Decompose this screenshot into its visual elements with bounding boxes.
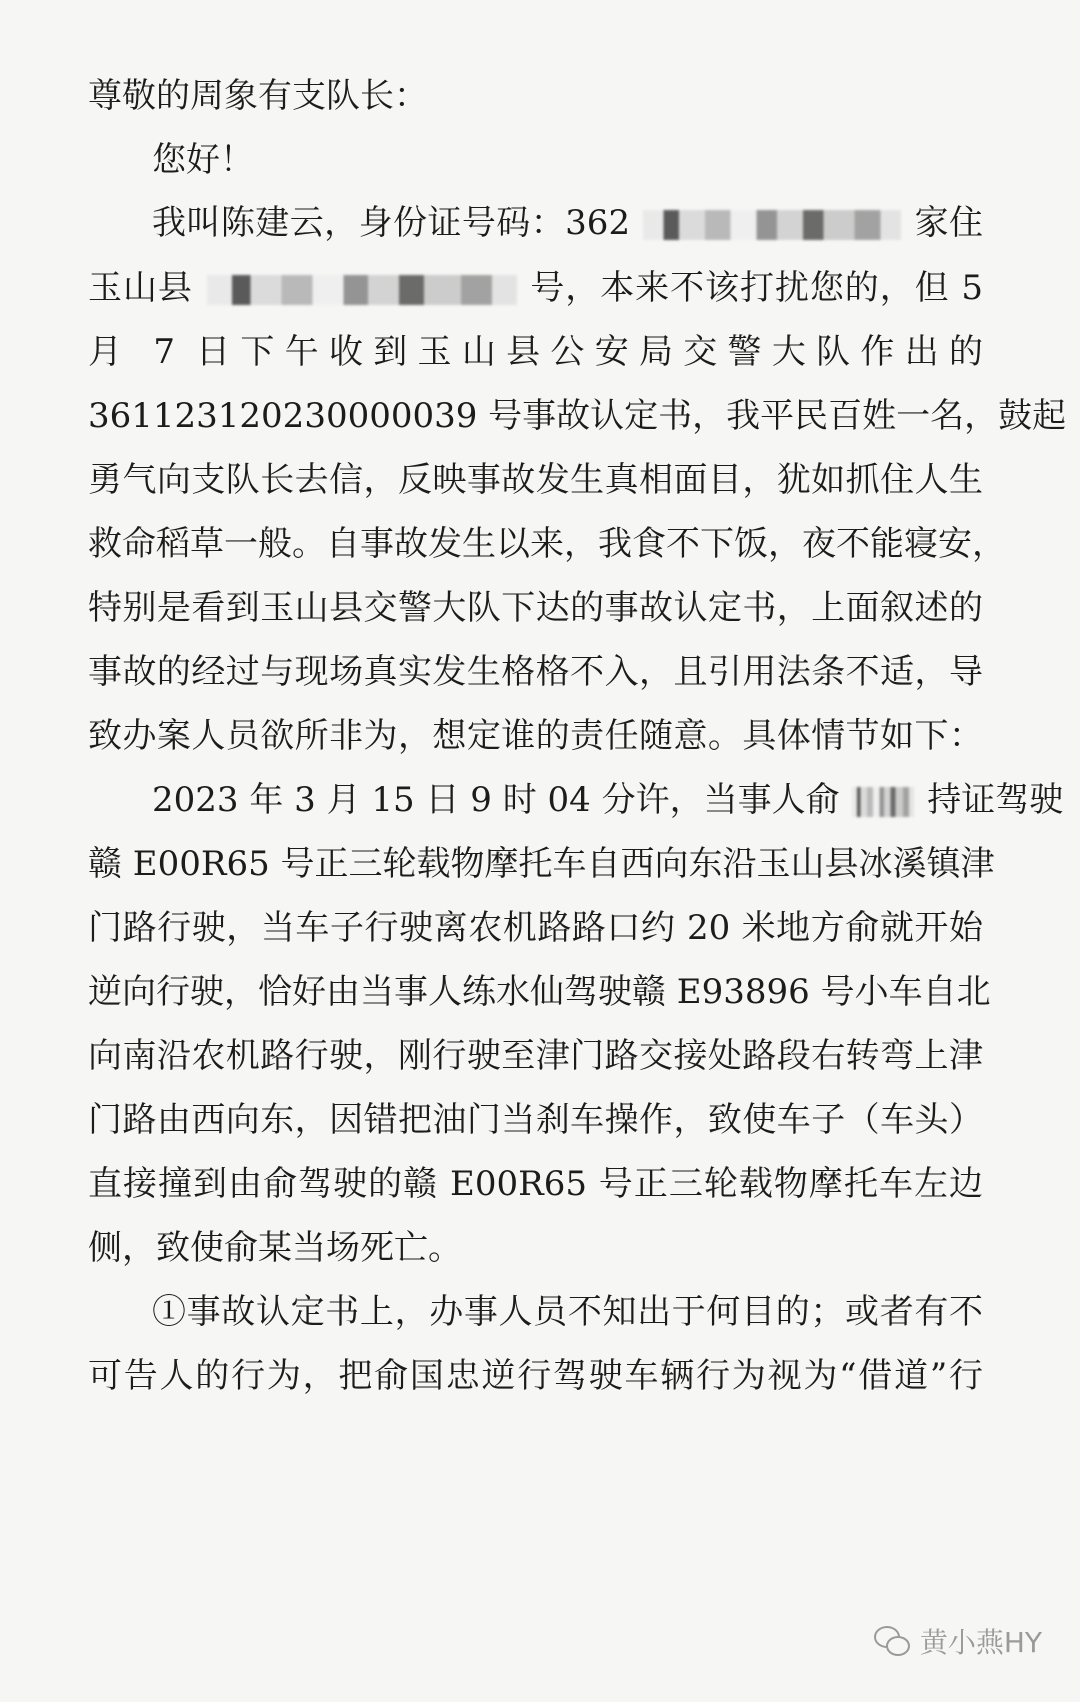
redacted-name [852, 787, 914, 817]
redacted-address [207, 275, 517, 305]
text-fragment: 持证驾驶 [927, 780, 1064, 820]
paragraph-2-line-3: 门路行驶，当车子行驶离农机路路口约 20 米地方俞就开始 [88, 908, 983, 948]
paragraph-1-line-8: 事故的经过与现场真实发生格格不入，且引用法条不适，导 [88, 652, 983, 692]
paragraph-2-line-6: 门路由西向东，因错把油门当刹车操作，致使车子（车头） [88, 1100, 983, 1140]
paragraph-1-line-3: 月 7 日下午收到玉山县公安局交警大队作出的 [88, 332, 983, 372]
paragraph-1-line-2 [88, 262, 983, 314]
letter-salutation: 您好！ [152, 140, 254, 180]
redacted-id-number [643, 210, 901, 240]
wechat-icon [874, 1626, 910, 1656]
paragraph-2-line-7: 直接撞到由俞驾驶的赣 E00R65 号正三轮载物摩托车左边 [88, 1164, 983, 1204]
text-fragment: 家住 [914, 203, 984, 243]
paragraph-1-line-1 [152, 197, 983, 249]
paragraph-2-line-5: 向南沿农机路行驶，刚行驶至津门路交接处路段右转弯上津 [88, 1036, 983, 1076]
watermark-text: 黄小燕HY [919, 1626, 1042, 1659]
text-fragment: 2023 年 3 月 15 日 9 时 04 分许，当事人俞 [152, 780, 840, 820]
paragraph-2-line-1 [152, 774, 1064, 826]
paragraph-1-line-4: 36112312023000003​9 号事故认定书，我平民百姓一名，鼓起 [88, 396, 1067, 436]
paragraph-3-line-1: ①事故认定书上，办事人员不知出于何目的；或者有不 [152, 1292, 983, 1332]
paragraph-2-line-2: 赣 E00R65 号正三轮载物摩托车自西向东沿玉山县冰溪镇津 [88, 844, 995, 884]
letter-greeting: 尊敬的周象有支队长： [88, 76, 428, 116]
text-fragment: 玉山县 [88, 268, 193, 308]
paragraph-2-line-4: 逆向行驶，恰好由当事人练水仙驾驶赣 E93896 号小车自北 [88, 972, 991, 1012]
text-fragment: 我叫陈建云，身份证号码：362 [152, 203, 631, 243]
paragraph-1-line-7: 特别是看到玉山县交警大队下达的事故认定书，上面叙述的 [88, 588, 983, 628]
paragraph-1-line-6: 救命稻草一般。自事故发生以来，我食不下饭，夜不能寝安， [88, 524, 1006, 564]
watermark [874, 1616, 1042, 1666]
paragraph-2-line-8: 侧，致使俞某当场死亡。 [88, 1228, 462, 1268]
paragraph-1-line-9: 致办案人员欲所非为，想定谁的责任随意。具体情节如下： [88, 716, 983, 756]
paragraph-1-line-5: 勇气向支队长去信，反映事故发生真相面目，犹如抓住人生 [88, 460, 983, 500]
text-fragment: 号，本来不该打扰您的，但 5 [530, 268, 983, 308]
paragraph-3-line-2: 可告人的行为，把俞国忠逆行驾驶车辆行为视为“借道”行 [88, 1356, 983, 1396]
